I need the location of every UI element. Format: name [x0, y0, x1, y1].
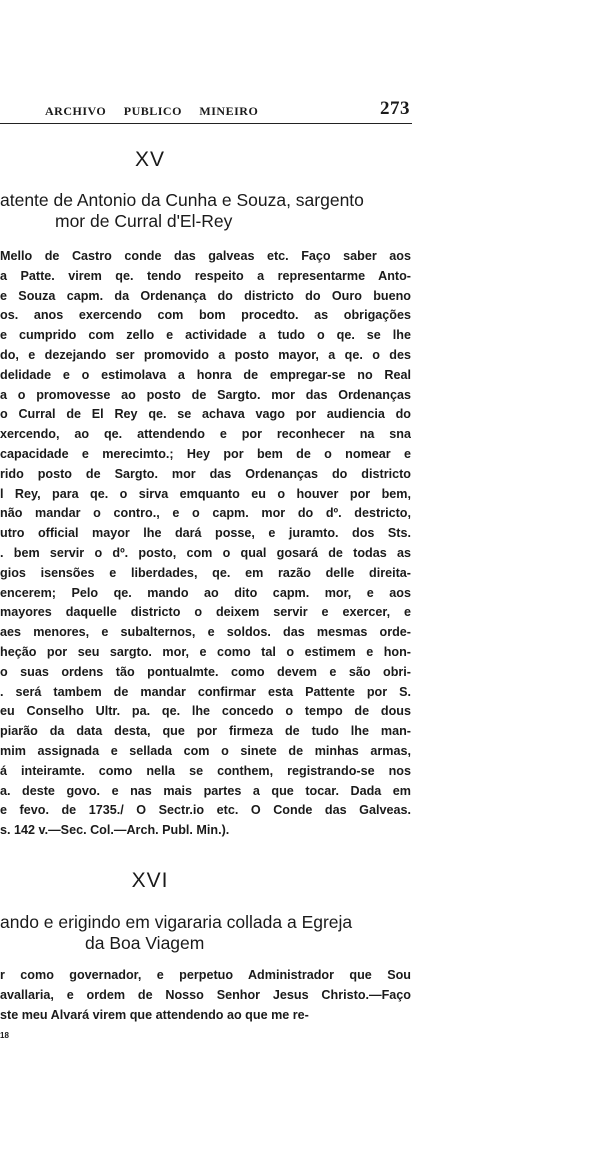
section-number-xv: XV	[134, 148, 165, 171]
section-xvi-heading	[0, 912, 352, 954]
text-line: o suas ordens tão pontualmte. como devem e são obri-	[0, 664, 411, 679]
section-xv-body	[0, 247, 411, 841]
text-line: . bem servir o dº. posto, com o qual gosará de todas as	[0, 545, 411, 560]
text-line: capacidade e merecimto.; Hey por bem de o nomear e	[0, 446, 411, 461]
text-line: a o promovesse ao posto de Sargto. mor das Ordenanças	[0, 387, 411, 402]
text-line: a. deste govo. e nas mais partes a que tocar. Dada em	[0, 783, 411, 798]
text-line: não mandar o contro., e o capm. mor do dº. destricto,	[0, 506, 411, 521]
text-line: piarão da data desta, que por firmeza de tudo lhe man-	[0, 724, 411, 739]
text-line: . será tambem de mandar confirmar esta Pattente por S.	[0, 684, 411, 699]
text-line: mayores daquelle districto o deixem servir e exercer, e	[0, 605, 411, 620]
footnote-mark: 18	[0, 1031, 9, 1040]
text-line: gios isensões e liberdades, qe. em razão delle direita-	[0, 565, 411, 580]
text-line: heção por seu sargto. mor, e como tal o estimem e hon-	[0, 644, 411, 659]
section-xv-heading	[0, 190, 364, 232]
text-line: e fevo. de 1735./ O Sectr.io etc. O Conde das Galveas.	[0, 803, 411, 818]
text-line: e Souza capm. da Ordenança do districto do Ouro bueno	[0, 288, 411, 303]
text-line: s. 142 v.—Sec. Col.—Arch. Publ. Min.).	[0, 823, 230, 838]
text-line: eu Conselho Ultr. pa. qe. lhe concedo o tempo de dous	[0, 704, 411, 719]
text-line: aes menores, e subalternos, e soldos. das mesmas orde-	[0, 625, 411, 640]
running-head-title: ARCHIVO PUBLICO MINEIRO	[45, 104, 259, 118]
section-xv-heading-line-1: atente de Antonio da Cunha e Souza, sargento	[0, 190, 364, 210]
text-line: a Patte. virem qe. tendo respeito a representarme Anto-	[0, 268, 411, 283]
text-line: l Rey, para qe. o sirva emquanto eu o houver por bem,	[0, 486, 411, 501]
section-xv-heading-line-2: mor de Curral d'El-Rey	[55, 211, 233, 231]
section-xvi-heading-line-1: ando e erigindo em vigararia collada a Egreja	[0, 912, 353, 932]
text-line: r como governador, e perpetuo Administrador que Sou	[0, 968, 411, 982]
text-line: rido posto de Sargto. mor das Ordenanças do districto	[0, 466, 411, 481]
section-number-xvi: XVI	[131, 869, 169, 892]
text-line: encerem; Pelo qe. mando ao dito capm. mor, e aos	[0, 585, 411, 600]
text-line: mim assignada e sellada com o sinete de minhas armas,	[0, 743, 411, 758]
text-line: utro official mayor lhe dará posse, e juramto. dos Sts.	[0, 526, 411, 541]
running-head	[45, 98, 410, 118]
text-line: avallaria, e ordem de Nosso Senhor Jesus Christo.—Faço	[0, 987, 411, 1002]
section-xvi-body	[0, 966, 411, 1025]
text-line: á inteiramte. como nella se conthem, registrando-se nos	[0, 763, 411, 778]
section-xvi-heading-line-2: da Boa Viagem	[85, 933, 205, 953]
text-line: os. anos exercendo com bom procedto. as obrigações	[0, 308, 411, 323]
text-line: xercendo, ao qe. attendendo e por reconhecer na sna	[0, 427, 411, 442]
text-line: delidade e o estimolava a honra de empregar-se no Real	[0, 367, 411, 382]
text-line: Mello de Castro conde das galveas etc. Faço saber aos	[0, 249, 411, 263]
page-number: 273	[380, 98, 410, 119]
text-line: do, e dezejando ser promovido a posto mayor, a qe. o des	[0, 347, 411, 362]
text-line: e cumprido com zello e actividade a tudo o qe. se lhe	[0, 328, 411, 343]
text-line: ste meu Alvará virem que attendendo ao que me re-	[0, 1007, 309, 1022]
header-rule	[0, 123, 412, 124]
text-line: o Curral de El Rey qe. se achava vago por audiencia do	[0, 407, 411, 422]
